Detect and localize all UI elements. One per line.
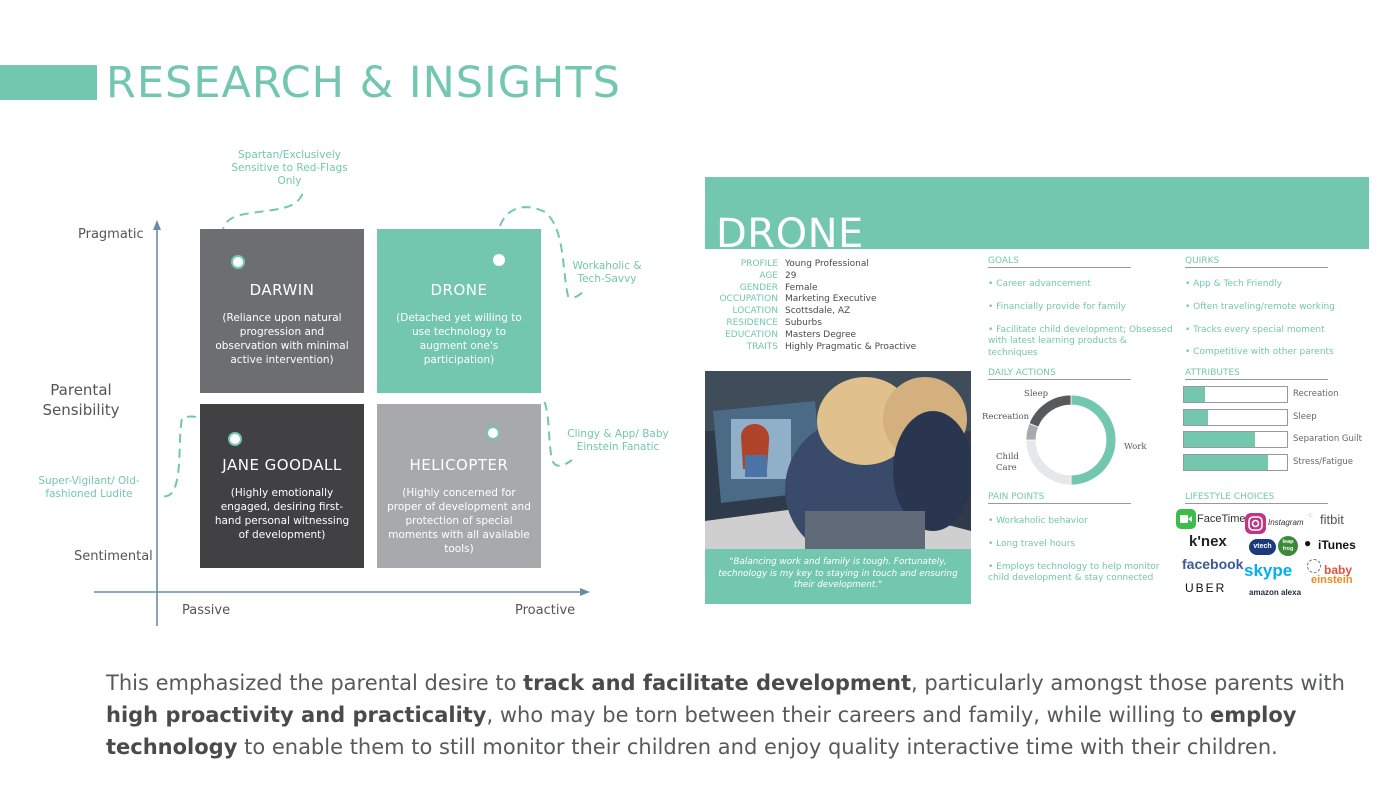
quadrant-description: (Detached yet willing to use technology to augment one's participation) — [396, 312, 522, 366]
profile-value: Marketing Executive — [785, 294, 877, 305]
attribute-label: Stress/Fatigue — [1293, 457, 1354, 467]
donut-segment-child-care — [1026, 440, 1071, 485]
itunes-logo: iTunes — [1318, 538, 1356, 552]
fitbit-logo: fitbit — [1320, 512, 1344, 527]
donut-label-child-care: Child Care — [996, 452, 1019, 473]
instagram-logo: Instagram — [1268, 518, 1304, 527]
quirks-heading: QUIRKS — [1185, 256, 1328, 268]
baby-einstein-logo-line1: baby — [1324, 563, 1353, 577]
note-super-vigilant: Super-Vigilant/ Old-fashioned Ludite — [38, 475, 140, 500]
note-clingy: Clingy & App/ Baby Einstein Fanatic — [567, 428, 669, 453]
pain-points-heading: PAIN POINTS — [988, 492, 1131, 504]
note-workaholic: Workaholic & Tech-Savvy — [572, 260, 642, 285]
photo-illustration — [705, 371, 971, 549]
dot-icon — [231, 255, 245, 269]
daily-actions-donut — [1023, 392, 1119, 488]
persona-photo — [705, 371, 971, 549]
attribute-fill — [1184, 455, 1268, 470]
goals-list — [988, 279, 1178, 371]
dot-icon — [486, 426, 500, 440]
attributes-heading: ATTRIBUTES — [1185, 368, 1328, 380]
facebook-logo: facebook — [1182, 556, 1244, 572]
amazon-alexa-logo: amazon alexa — [1249, 588, 1302, 597]
profile-label: LOCATION — [732, 306, 778, 317]
persona-name: DRONE — [716, 214, 864, 250]
summary-text: , particularly amongst those parents with — [911, 671, 1345, 695]
quirks-list — [1185, 279, 1365, 370]
profile-label: PROFILE — [740, 259, 778, 269]
quadrant-name: HELICOPTER — [409, 456, 509, 474]
donut-segment-work — [1071, 395, 1116, 485]
facetime-logo: FaceTime — [1197, 513, 1246, 525]
quirk-item: • Competitive with other parents — [1185, 347, 1334, 358]
quirk-item: • Often traveling/remote working — [1185, 301, 1335, 312]
instagram-icon — [1245, 513, 1266, 534]
leapfrog-logo: leap frog — [1278, 536, 1298, 556]
attribute-label: Separation Guilt — [1293, 434, 1362, 444]
goal-item: • Facilitate child development; Obsessed with latest learning products & techniques — [988, 324, 1173, 359]
quadrant-description: (Reliance upon natural progression and observation with minimal active intervention) — [215, 312, 349, 366]
summary-paragraph — [106, 667, 1366, 763]
profile-value: Young Professional — [785, 259, 869, 269]
donut-label-recreation: Recreation — [982, 412, 1030, 422]
goals-heading: GOALS — [988, 256, 1131, 268]
attribute-label: Sleep — [1293, 412, 1317, 422]
persona-profile — [705, 259, 916, 353]
quadrant-name: DARWIN — [249, 281, 315, 299]
skype-logo: skype — [1244, 561, 1293, 580]
attribute-label: Recreation — [1293, 389, 1339, 399]
profile-value: 29 — [785, 270, 797, 281]
lifestyle-heading: LIFESTYLE CHOICES — [1185, 492, 1328, 504]
daily-actions-heading: DAILY ACTIONS — [988, 368, 1131, 380]
pain-point-item: • Workaholic behavior — [988, 516, 1088, 526]
quadrant-name: JANE GOODALL — [222, 456, 342, 474]
summary-emphasis: track and facilitate development — [523, 671, 911, 695]
profile-label: AGE — [759, 270, 778, 281]
pain-points-list — [988, 516, 1178, 596]
apple-icon: ● — [1304, 536, 1312, 550]
profile-value: Female — [785, 282, 818, 293]
goal-item: • Financially provide for family — [988, 301, 1126, 312]
attribute-bar-recreation — [1183, 386, 1288, 403]
quadrant-jane-goodall — [200, 404, 364, 568]
attribute-bar-separation-guilt — [1183, 431, 1288, 448]
note-spartan: Spartan/Exclusively Sensitive to Red-Flags Only — [231, 149, 348, 187]
donut-label-sleep: Sleep — [1024, 389, 1049, 399]
quadrant-darwin — [200, 229, 364, 393]
quirk-item: • Tracks every special moment — [1185, 324, 1325, 335]
pain-point-item: • Employs technology to help monitor child development & stay connected — [988, 561, 1160, 584]
attribute-fill — [1184, 432, 1255, 447]
dot-icon — [228, 432, 242, 446]
quadrant-description: (Highly emotionally engaged, desiring first-hand personal witnessing of development) — [214, 487, 350, 541]
profile-label: TRAITS — [746, 341, 778, 352]
profile-value: Masters Degree — [785, 329, 857, 340]
baby-einstein-logo-line2: einstein — [1311, 574, 1353, 586]
fitbit-icon: ⁘ — [1307, 511, 1314, 520]
profile-label: OCCUPATION — [719, 294, 778, 305]
persona-quote: "Balancing work and family is tough. Fortunately, technology is my key to staying in touch and ensuring their development." — [705, 549, 971, 604]
profile-label: RESIDENCE — [726, 317, 778, 328]
dot-icon — [493, 254, 505, 266]
vtech-logo: vtech — [1249, 539, 1276, 555]
quadrant-name: DRONE — [430, 281, 488, 299]
attribute-bar-stress-fatigue — [1183, 454, 1288, 471]
profile-value: Suburbs — [785, 317, 822, 328]
y-axis-title: Parental Sensibility — [42, 381, 120, 419]
donut-label-work: Work — [1124, 442, 1147, 452]
summary-text: to enable them to still monitor their children and enjoy quality interactive time with their children. — [237, 735, 1278, 759]
quadrant-helicopter — [377, 404, 541, 568]
attribute-fill — [1184, 410, 1208, 425]
page-title: RESEARCH & INSIGHTS — [106, 58, 621, 108]
profile-label: EDUCATION — [725, 329, 778, 340]
x-axis-left-label: Passive — [182, 603, 231, 618]
x-axis-right-label: Proactive — [515, 603, 576, 618]
y-axis-arrow — [153, 220, 161, 230]
knex-logo: k'nex — [1189, 533, 1227, 550]
attribute-fill — [1184, 387, 1205, 402]
facetime-icon — [1176, 509, 1196, 529]
y-axis-top-label: Pragmatic — [78, 227, 144, 242]
quadrant-drone — [377, 229, 541, 393]
profile-value: Highly Pragmatic & Proactive — [785, 341, 917, 352]
summary-text: This emphasized the parental desire to — [106, 671, 524, 695]
baby-einstein-icon — [1307, 559, 1321, 573]
x-axis-arrow — [580, 588, 590, 596]
uber-logo: UBER — [1185, 581, 1227, 595]
summary-text: , who may be torn between their careers and family, while willing to — [486, 703, 1210, 727]
profile-value: Scottsdale, AZ — [785, 306, 851, 317]
attribute-bar-sleep — [1183, 409, 1288, 426]
summary-emphasis: employ technology — [106, 703, 1297, 759]
summary-emphasis: high proactivity and practicality — [106, 703, 487, 727]
profile-label: GENDER — [739, 282, 778, 293]
pain-point-item: • Long travel hours — [988, 538, 1076, 549]
goal-item: • Career advancement — [988, 279, 1091, 289]
quadrant-description: (Highly concerned for proper of development and protection of special moments with all available tools) — [387, 487, 531, 555]
quirk-item: • App & Tech Friendly — [1185, 279, 1283, 289]
y-axis-bottom-label: Sentimental — [74, 549, 153, 564]
